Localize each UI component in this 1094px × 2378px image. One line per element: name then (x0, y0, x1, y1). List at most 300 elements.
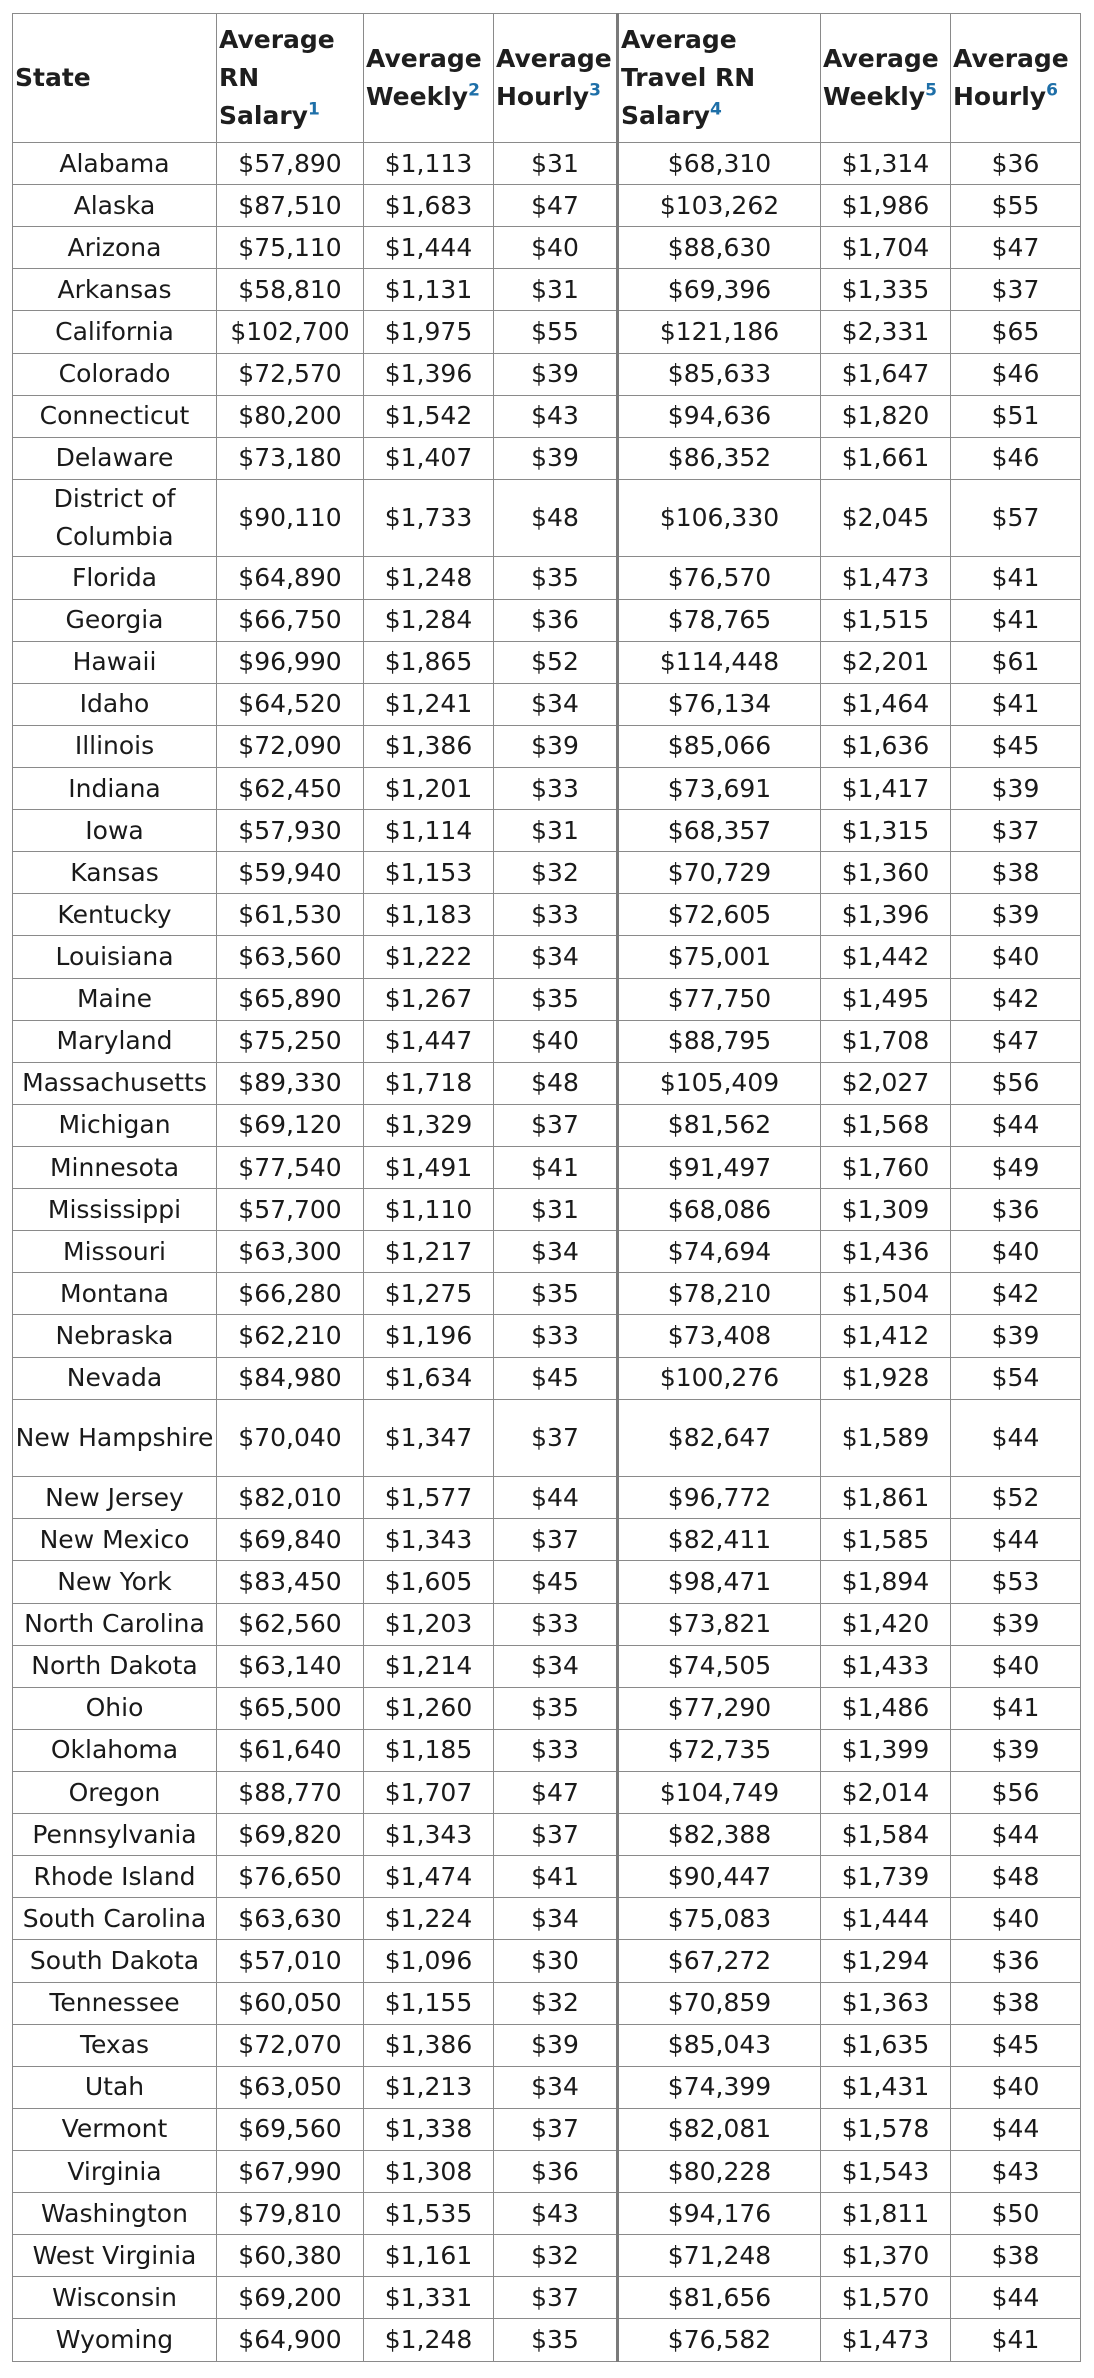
cell-rn-salary: $84,980 (217, 1357, 364, 1399)
cell-rn-hourly: $34 (494, 2066, 618, 2108)
cell-rn-hourly: $33 (494, 1729, 618, 1771)
cell-rn-hourly: $32 (494, 1982, 618, 2024)
cell-state: New Hampshire (13, 1399, 217, 1477)
cell-travel-hourly: $47 (951, 1020, 1081, 1062)
cell-rn-weekly: $1,248 (364, 557, 494, 599)
cell-state: California (13, 311, 217, 353)
cell-travel-rn-salary: $82,081 (618, 2108, 821, 2150)
cell-rn-salary: $60,050 (217, 1982, 364, 2024)
table-row (13, 1104, 1081, 1146)
cell-rn-hourly: $39 (494, 437, 618, 479)
cell-rn-hourly: $30 (494, 1940, 618, 1982)
cell-rn-weekly: $1,110 (364, 1189, 494, 1231)
cell-travel-rn-salary: $73,408 (618, 1315, 821, 1357)
cell-travel-rn-salary: $68,086 (618, 1189, 821, 1231)
table-row (13, 1940, 1081, 1982)
cell-travel-rn-salary: $88,795 (618, 1020, 821, 1062)
cell-travel-weekly: $1,635 (821, 2024, 951, 2066)
cell-travel-weekly: $2,045 (821, 479, 951, 557)
table-row (13, 2108, 1081, 2150)
footnote-marker: 1 (307, 99, 320, 120)
table-row (13, 725, 1081, 767)
cell-travel-weekly: $1,811 (821, 2193, 951, 2235)
cell-rn-hourly: $37 (494, 2277, 618, 2319)
cell-rn-salary: $76,650 (217, 1856, 364, 1898)
cell-rn-weekly: $1,347 (364, 1399, 494, 1477)
cell-rn-weekly: $1,185 (364, 1729, 494, 1771)
cell-travel-hourly: $55 (951, 185, 1081, 227)
cell-rn-salary: $57,890 (217, 143, 364, 185)
cell-rn-weekly: $1,718 (364, 1062, 494, 1104)
cell-travel-rn-salary: $68,310 (618, 143, 821, 185)
cell-rn-weekly: $1,577 (364, 1477, 494, 1519)
cell-state: Colorado (13, 353, 217, 395)
table-row (13, 1982, 1081, 2024)
cell-state: Arizona (13, 227, 217, 269)
cell-state: West Virginia (13, 2235, 217, 2277)
column-header-rn-salary (217, 14, 364, 143)
cell-travel-rn-salary: $74,399 (618, 2066, 821, 2108)
cell-rn-weekly: $1,343 (364, 1814, 494, 1856)
cell-travel-hourly: $42 (951, 1273, 1081, 1315)
cell-rn-weekly: $1,605 (364, 1561, 494, 1603)
table-row (13, 641, 1081, 683)
table-row (13, 1898, 1081, 1940)
table-row (13, 1062, 1081, 1104)
cell-rn-salary: $65,500 (217, 1687, 364, 1729)
cell-rn-weekly: $1,386 (364, 2024, 494, 2066)
cell-travel-rn-salary: $82,647 (618, 1399, 821, 1477)
cell-rn-hourly: $40 (494, 227, 618, 269)
cell-state: Nevada (13, 1357, 217, 1399)
cell-travel-weekly: $1,739 (821, 1856, 951, 1898)
cell-travel-weekly: $1,396 (821, 894, 951, 936)
cell-travel-weekly: $1,986 (821, 185, 951, 227)
cell-rn-weekly: $1,183 (364, 894, 494, 936)
cell-travel-hourly: $44 (951, 2108, 1081, 2150)
cell-rn-hourly: $43 (494, 395, 618, 437)
table-row (13, 1357, 1081, 1399)
cell-travel-weekly: $1,894 (821, 1561, 951, 1603)
cell-travel-hourly: $37 (951, 269, 1081, 311)
column-header-rn-hourly (494, 14, 618, 143)
cell-rn-hourly: $33 (494, 768, 618, 810)
cell-rn-weekly: $1,447 (364, 1020, 494, 1062)
cell-travel-weekly: $1,708 (821, 1020, 951, 1062)
cell-rn-salary: $57,010 (217, 1940, 364, 1982)
cell-travel-hourly: $39 (951, 768, 1081, 810)
table-row (13, 479, 1081, 557)
cell-travel-rn-salary: $78,765 (618, 599, 821, 641)
cell-state: Hawaii (13, 641, 217, 683)
cell-state: South Dakota (13, 1940, 217, 1982)
cell-travel-hourly: $54 (951, 1357, 1081, 1399)
cell-rn-weekly: $1,260 (364, 1687, 494, 1729)
cell-state: Indiana (13, 768, 217, 810)
column-header-label: Average Hourly (496, 44, 612, 111)
cell-rn-hourly: $45 (494, 1357, 618, 1399)
cell-state: Ohio (13, 1687, 217, 1729)
cell-travel-hourly: $65 (951, 311, 1081, 353)
cell-travel-rn-salary: $78,210 (618, 1273, 821, 1315)
cell-rn-hourly: $37 (494, 1814, 618, 1856)
cell-state: New York (13, 1561, 217, 1603)
cell-travel-rn-salary: $100,276 (618, 1357, 821, 1399)
cell-rn-weekly: $1,224 (364, 1898, 494, 1940)
cell-rn-salary: $73,180 (217, 437, 364, 479)
cell-travel-rn-salary: $85,633 (618, 353, 821, 395)
table-row (13, 2277, 1081, 2319)
cell-travel-weekly: $1,473 (821, 557, 951, 599)
cell-rn-hourly: $52 (494, 641, 618, 683)
footnote-marker: 3 (589, 80, 601, 101)
cell-state: Vermont (13, 2108, 217, 2150)
cell-travel-rn-salary: $82,411 (618, 1519, 821, 1561)
cell-state: North Dakota (13, 1645, 217, 1687)
cell-travel-rn-salary: $88,630 (618, 227, 821, 269)
cell-rn-hourly: $35 (494, 557, 618, 599)
cell-travel-weekly: $1,584 (821, 1814, 951, 1856)
table-row (13, 1603, 1081, 1645)
table-row (13, 1729, 1081, 1771)
cell-travel-rn-salary: $77,290 (618, 1687, 821, 1729)
cell-travel-hourly: $40 (951, 1898, 1081, 1940)
cell-travel-rn-salary: $74,694 (618, 1231, 821, 1273)
cell-rn-salary: $89,330 (217, 1062, 364, 1104)
cell-travel-rn-salary: $90,447 (618, 1856, 821, 1898)
table-row (13, 269, 1081, 311)
cell-travel-weekly: $1,314 (821, 143, 951, 185)
cell-travel-rn-salary: $94,176 (618, 2193, 821, 2235)
cell-travel-rn-salary: $81,656 (618, 2277, 821, 2319)
cell-rn-weekly: $1,214 (364, 1645, 494, 1687)
cell-travel-rn-salary: $73,821 (618, 1603, 821, 1645)
table-row (13, 2066, 1081, 2108)
cell-travel-rn-salary: $72,605 (618, 894, 821, 936)
cell-travel-weekly: $1,464 (821, 683, 951, 725)
cell-travel-rn-salary: $72,735 (618, 1729, 821, 1771)
cell-rn-weekly: $1,865 (364, 641, 494, 683)
cell-rn-hourly: $33 (494, 1315, 618, 1357)
cell-rn-weekly: $1,203 (364, 1603, 494, 1645)
cell-state: Tennessee (13, 1982, 217, 2024)
table-row (13, 599, 1081, 641)
cell-rn-weekly: $1,535 (364, 2193, 494, 2235)
cell-rn-salary: $102,700 (217, 311, 364, 353)
cell-state: New Jersey (13, 1477, 217, 1519)
cell-travel-rn-salary: $104,749 (618, 1771, 821, 1813)
cell-rn-hourly: $44 (494, 1477, 618, 1519)
cell-travel-hourly: $39 (951, 1315, 1081, 1357)
cell-travel-weekly: $1,543 (821, 2150, 951, 2192)
cell-rn-salary: $62,560 (217, 1603, 364, 1645)
cell-travel-weekly: $1,570 (821, 2277, 951, 2319)
cell-travel-rn-salary: $77,750 (618, 978, 821, 1020)
cell-travel-hourly: $41 (951, 557, 1081, 599)
cell-rn-hourly: $41 (494, 1856, 618, 1898)
cell-rn-weekly: $1,153 (364, 852, 494, 894)
cell-state: Wisconsin (13, 2277, 217, 2319)
cell-state: District of Columbia (13, 479, 217, 557)
table-row (13, 2150, 1081, 2192)
footnote-marker: 4 (709, 99, 722, 120)
cell-travel-weekly: $1,704 (821, 227, 951, 269)
cell-rn-salary: $83,450 (217, 1561, 364, 1603)
table-row (13, 1273, 1081, 1315)
cell-state: Maine (13, 978, 217, 1020)
cell-rn-hourly: $36 (494, 2150, 618, 2192)
table-body (13, 143, 1081, 2362)
cell-travel-rn-salary: $68,357 (618, 810, 821, 852)
cell-travel-rn-salary: $81,562 (618, 1104, 821, 1146)
cell-travel-hourly: $44 (951, 1814, 1081, 1856)
cell-travel-hourly: $38 (951, 852, 1081, 894)
cell-rn-salary: $58,810 (217, 269, 364, 311)
cell-rn-salary: $62,450 (217, 768, 364, 810)
cell-rn-hourly: $31 (494, 143, 618, 185)
cell-travel-hourly: $41 (951, 683, 1081, 725)
cell-travel-hourly: $44 (951, 1519, 1081, 1561)
table-row (13, 1814, 1081, 1856)
cell-travel-rn-salary: $70,729 (618, 852, 821, 894)
cell-travel-weekly: $1,433 (821, 1645, 951, 1687)
cell-travel-weekly: $1,294 (821, 1940, 951, 1982)
cell-rn-weekly: $1,241 (364, 683, 494, 725)
cell-rn-salary: $64,900 (217, 2319, 364, 2362)
cell-travel-weekly: $1,504 (821, 1273, 951, 1315)
cell-rn-weekly: $1,155 (364, 1982, 494, 2024)
cell-rn-hourly: $43 (494, 2193, 618, 2235)
cell-rn-hourly: $37 (494, 1519, 618, 1561)
cell-travel-rn-salary: $76,582 (618, 2319, 821, 2362)
table-row (13, 437, 1081, 479)
cell-rn-salary: $60,380 (217, 2235, 364, 2277)
cell-travel-hourly: $52 (951, 1477, 1081, 1519)
cell-rn-hourly: $39 (494, 725, 618, 767)
cell-rn-hourly: $37 (494, 1104, 618, 1146)
cell-rn-salary: $64,520 (217, 683, 364, 725)
cell-rn-weekly: $1,386 (364, 725, 494, 767)
cell-travel-weekly: $1,420 (821, 1603, 951, 1645)
cell-state: Oregon (13, 1771, 217, 1813)
cell-state: Rhode Island (13, 1856, 217, 1898)
cell-travel-hourly: $61 (951, 641, 1081, 683)
cell-rn-hourly: $37 (494, 2108, 618, 2150)
cell-state: South Carolina (13, 1898, 217, 1940)
table-row (13, 557, 1081, 599)
cell-travel-weekly: $1,442 (821, 936, 951, 978)
cell-travel-hourly: $39 (951, 1729, 1081, 1771)
cell-travel-rn-salary: $121,186 (618, 311, 821, 353)
cell-state: Florida (13, 557, 217, 599)
cell-rn-weekly: $1,113 (364, 143, 494, 185)
cell-travel-hourly: $53 (951, 1561, 1081, 1603)
cell-state: Louisiana (13, 936, 217, 978)
cell-travel-hourly: $56 (951, 1771, 1081, 1813)
cell-travel-hourly: $36 (951, 1940, 1081, 1982)
cell-rn-salary: $61,640 (217, 1729, 364, 1771)
cell-state: Illinois (13, 725, 217, 767)
cell-rn-hourly: $55 (494, 311, 618, 353)
cell-state: Wyoming (13, 2319, 217, 2362)
cell-rn-weekly: $1,329 (364, 1104, 494, 1146)
cell-travel-weekly: $1,431 (821, 2066, 951, 2108)
cell-travel-weekly: $1,568 (821, 1104, 951, 1146)
cell-travel-rn-salary: $114,448 (618, 641, 821, 683)
cell-rn-weekly: $1,096 (364, 1940, 494, 1982)
cell-rn-weekly: $1,444 (364, 227, 494, 269)
cell-rn-salary: $75,250 (217, 1020, 364, 1062)
cell-travel-weekly: $1,585 (821, 1519, 951, 1561)
cell-travel-hourly: $46 (951, 353, 1081, 395)
column-header-travel-weekly (821, 14, 951, 143)
cell-rn-salary: $64,890 (217, 557, 364, 599)
cell-rn-weekly: $1,338 (364, 2108, 494, 2150)
table-row (13, 1519, 1081, 1561)
cell-travel-rn-salary: $91,497 (618, 1146, 821, 1188)
cell-rn-hourly: $48 (494, 479, 618, 557)
cell-travel-rn-salary: $69,396 (618, 269, 821, 311)
cell-rn-salary: $69,200 (217, 2277, 364, 2319)
cell-rn-weekly: $1,201 (364, 768, 494, 810)
cell-rn-weekly: $1,284 (364, 599, 494, 641)
cell-travel-weekly: $2,027 (821, 1062, 951, 1104)
cell-rn-hourly: $31 (494, 1189, 618, 1231)
cell-state: Washington (13, 2193, 217, 2235)
cell-travel-weekly: $1,444 (821, 1898, 951, 1940)
cell-rn-hourly: $47 (494, 1771, 618, 1813)
cell-rn-hourly: $34 (494, 1231, 618, 1273)
cell-travel-weekly: $1,335 (821, 269, 951, 311)
table-row (13, 2024, 1081, 2066)
cell-travel-hourly: $44 (951, 1399, 1081, 1477)
cell-travel-hourly: $41 (951, 599, 1081, 641)
cell-travel-rn-salary: $73,691 (618, 768, 821, 810)
header-row (13, 14, 1081, 143)
cell-travel-rn-salary: $98,471 (618, 1561, 821, 1603)
cell-rn-hourly: $40 (494, 1020, 618, 1062)
cell-travel-hourly: $40 (951, 1645, 1081, 1687)
cell-travel-weekly: $1,760 (821, 1146, 951, 1188)
cell-travel-weekly: $2,014 (821, 1771, 951, 1813)
cell-rn-salary: $96,990 (217, 641, 364, 683)
cell-rn-salary: $63,300 (217, 1231, 364, 1273)
cell-rn-salary: $63,560 (217, 936, 364, 978)
column-header-label: Average Hourly (953, 44, 1069, 111)
cell-rn-hourly: $34 (494, 936, 618, 978)
cell-rn-salary: $66,750 (217, 599, 364, 641)
cell-state: Mississippi (13, 1189, 217, 1231)
cell-travel-weekly: $1,636 (821, 725, 951, 767)
table-row (13, 768, 1081, 810)
cell-state: Georgia (13, 599, 217, 641)
cell-rn-weekly: $1,131 (364, 269, 494, 311)
cell-state: Kentucky (13, 894, 217, 936)
cell-rn-hourly: $34 (494, 683, 618, 725)
cell-travel-rn-salary: $103,262 (618, 185, 821, 227)
cell-travel-rn-salary: $75,083 (618, 1898, 821, 1940)
cell-travel-weekly: $1,315 (821, 810, 951, 852)
cell-rn-salary: $90,110 (217, 479, 364, 557)
cell-rn-hourly: $33 (494, 1603, 618, 1645)
cell-travel-hourly: $40 (951, 2066, 1081, 2108)
table-row (13, 978, 1081, 1020)
cell-travel-hourly: $39 (951, 894, 1081, 936)
cell-rn-weekly: $1,733 (364, 479, 494, 557)
column-header-label: Average Travel RN Salary (621, 25, 756, 130)
cell-rn-hourly: $47 (494, 185, 618, 227)
cell-travel-weekly: $1,360 (821, 852, 951, 894)
table-row (13, 2235, 1081, 2277)
cell-travel-weekly: $1,661 (821, 437, 951, 479)
cell-rn-salary: $77,540 (217, 1146, 364, 1188)
cell-travel-hourly: $38 (951, 1982, 1081, 2024)
cell-travel-hourly: $56 (951, 1062, 1081, 1104)
table-row (13, 683, 1081, 725)
cell-travel-hourly: $48 (951, 1856, 1081, 1898)
cell-travel-rn-salary: $105,409 (618, 1062, 821, 1104)
table-row (13, 353, 1081, 395)
cell-travel-weekly: $1,370 (821, 2235, 951, 2277)
cell-rn-salary: $79,810 (217, 2193, 364, 2235)
cell-rn-weekly: $1,683 (364, 185, 494, 227)
cell-rn-weekly: $1,161 (364, 2235, 494, 2277)
table-row (13, 852, 1081, 894)
cell-travel-weekly: $1,412 (821, 1315, 951, 1357)
table-row (13, 185, 1081, 227)
cell-travel-rn-salary: $67,272 (618, 1940, 821, 1982)
cell-travel-weekly: $1,589 (821, 1399, 951, 1477)
cell-travel-hourly: $39 (951, 1603, 1081, 1645)
cell-travel-hourly: $46 (951, 437, 1081, 479)
cell-state: Missouri (13, 1231, 217, 1273)
footnote-marker: 5 (925, 80, 937, 101)
cell-travel-rn-salary: $106,330 (618, 479, 821, 557)
table-row (13, 1146, 1081, 1188)
cell-state: Alaska (13, 185, 217, 227)
cell-travel-rn-salary: $85,043 (618, 2024, 821, 2066)
cell-travel-hourly: $51 (951, 395, 1081, 437)
cell-travel-hourly: $41 (951, 1687, 1081, 1729)
cell-state: North Carolina (13, 1603, 217, 1645)
cell-rn-weekly: $1,308 (364, 2150, 494, 2192)
cell-rn-weekly: $1,707 (364, 1771, 494, 1813)
table-row (13, 227, 1081, 269)
table-row (13, 936, 1081, 978)
cell-rn-weekly: $1,343 (364, 1519, 494, 1561)
cell-travel-hourly: $44 (951, 1104, 1081, 1146)
column-header-rn-weekly (364, 14, 494, 143)
cell-travel-weekly: $2,331 (821, 311, 951, 353)
cell-travel-rn-salary: $74,505 (618, 1645, 821, 1687)
cell-rn-weekly: $1,331 (364, 2277, 494, 2319)
cell-rn-hourly: $41 (494, 1146, 618, 1188)
cell-travel-weekly: $2,201 (821, 641, 951, 683)
cell-state: Oklahoma (13, 1729, 217, 1771)
cell-rn-hourly: $31 (494, 810, 618, 852)
cell-travel-hourly: $40 (951, 1231, 1081, 1273)
cell-rn-salary: $72,090 (217, 725, 364, 767)
cell-state: Minnesota (13, 1146, 217, 1188)
cell-rn-weekly: $1,396 (364, 353, 494, 395)
column-header-label: Average Weekly (366, 44, 482, 111)
footnote-marker: 6 (1046, 80, 1058, 101)
cell-state: Virginia (13, 2150, 217, 2192)
cell-rn-salary: $80,200 (217, 395, 364, 437)
cell-travel-weekly: $1,495 (821, 978, 951, 1020)
cell-travel-weekly: $1,436 (821, 1231, 951, 1273)
cell-state: Montana (13, 1273, 217, 1315)
